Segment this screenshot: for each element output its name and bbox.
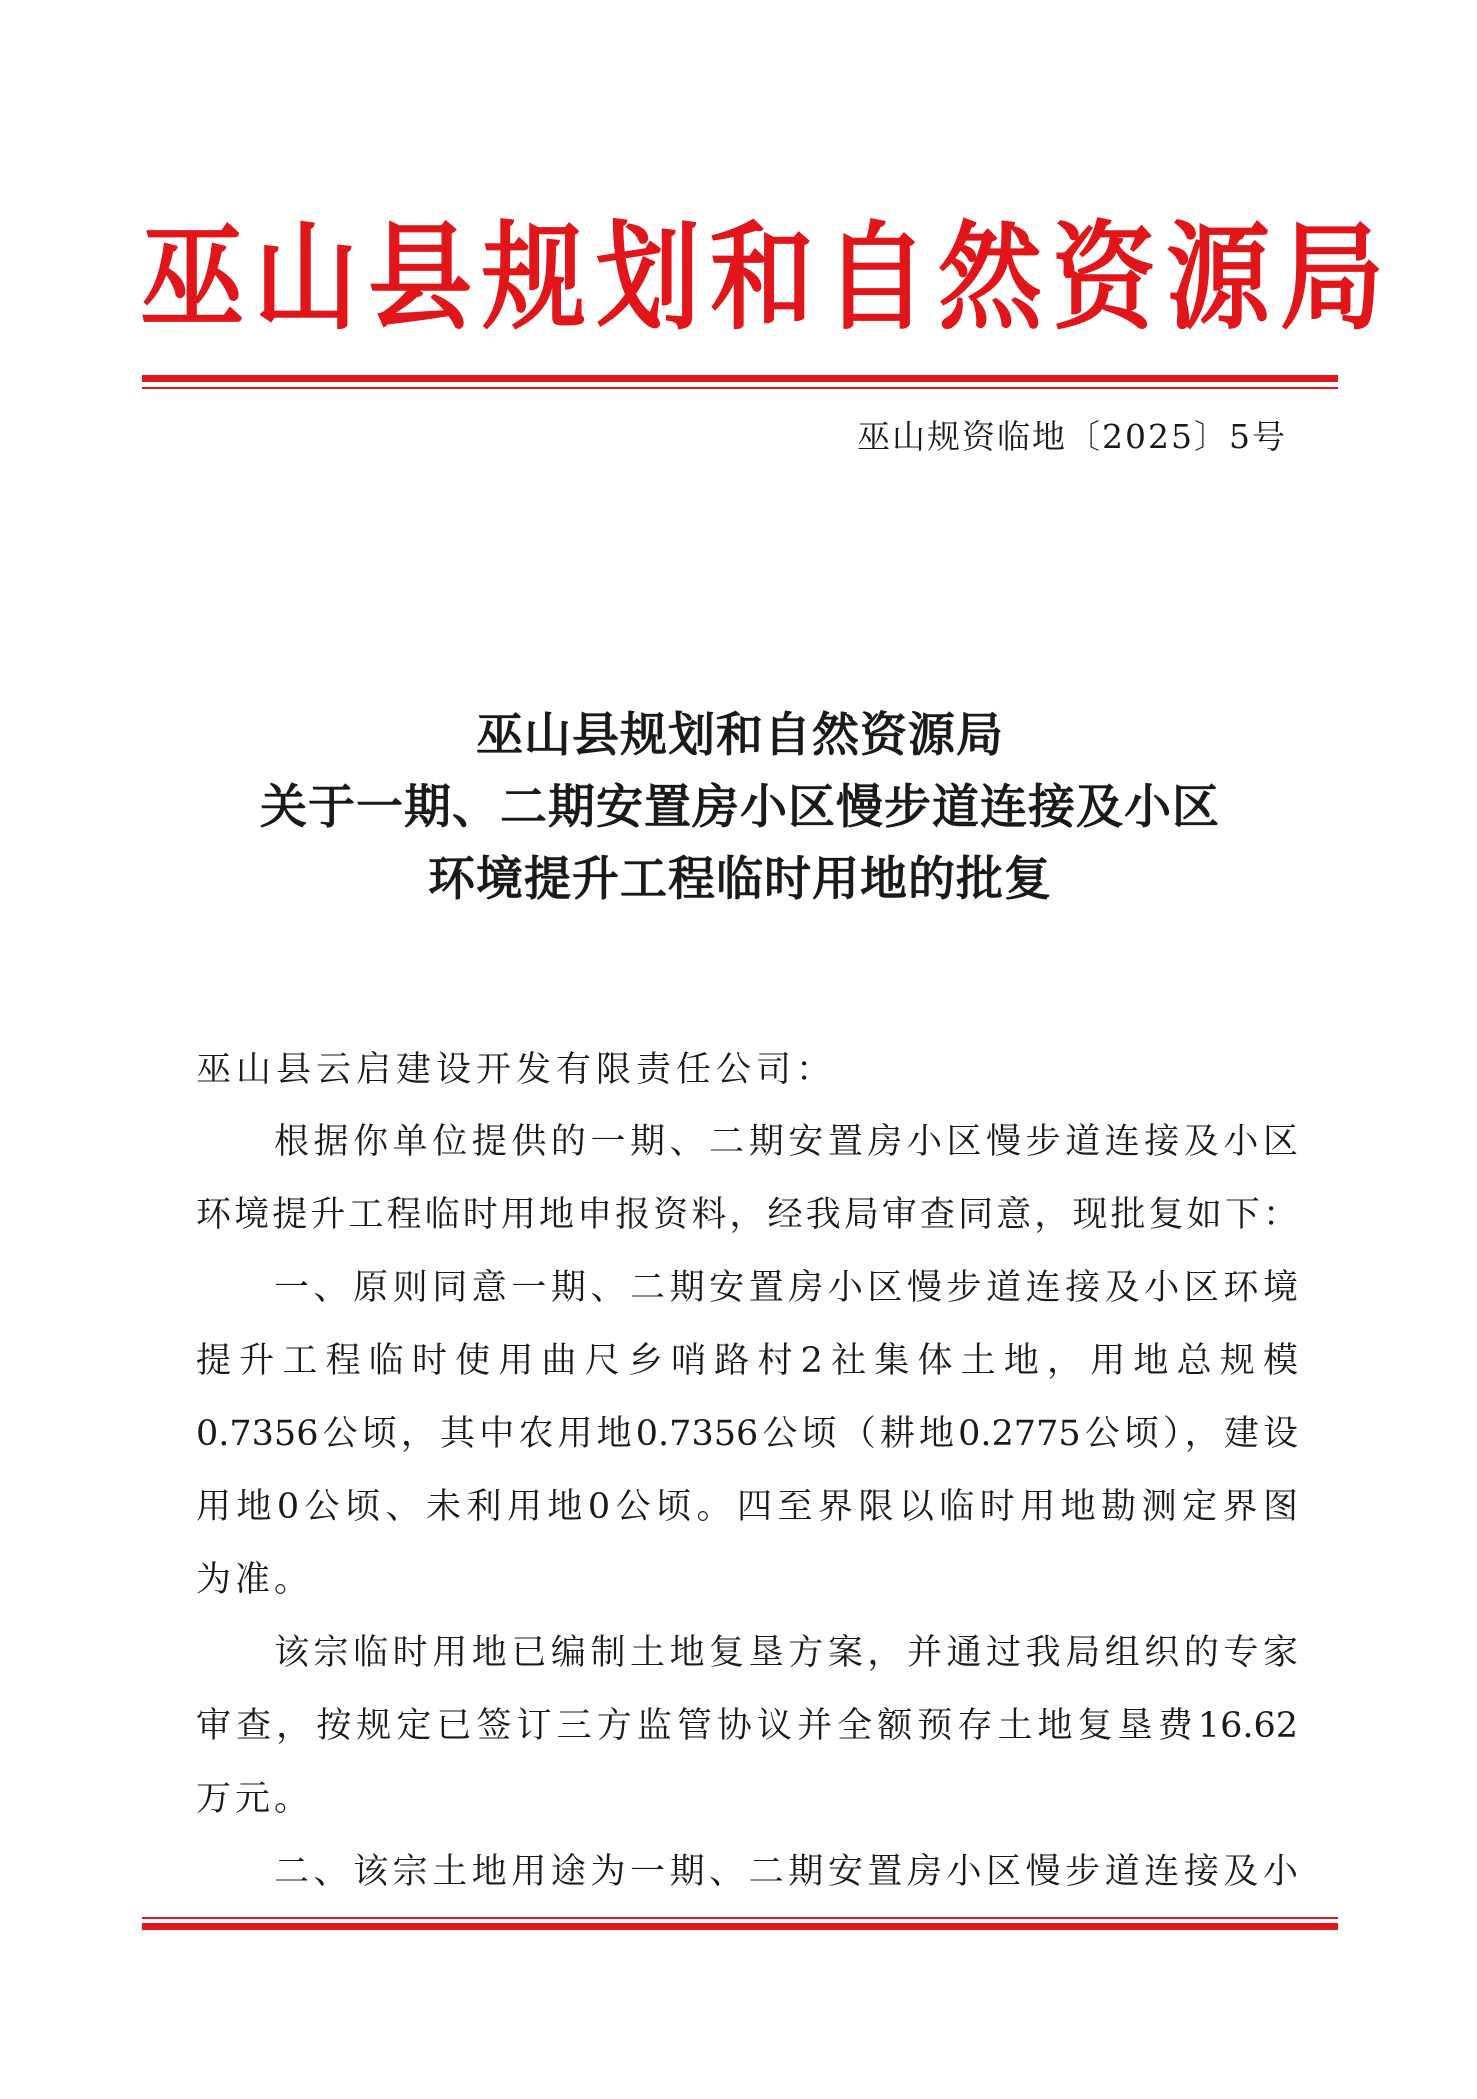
masthead-divider-thick	[142, 375, 1338, 382]
footer-divider-thick	[142, 1923, 1338, 1930]
addressee: 巫山县云启建设开发有限责任公司：	[196, 1050, 837, 1090]
body-line: 提升工程临时使用曲尺乡哨路村2社集体土地，用地总规模	[196, 1341, 1298, 1381]
body-line: 审查，按规定已签订三方监管协议并全额预存土地复垦费16.62	[196, 1706, 1298, 1746]
body-line: 一、原则同意一期、二期安置房小区慢步道连接及小区环境	[274, 1268, 1298, 1308]
title-line: 关于一期、二期安置房小区慢步道连接及小区	[260, 780, 1220, 835]
body-line: 万元。	[196, 1779, 314, 1819]
body-line: 二、该宗土地用途为一期、二期安置房小区慢步道连接及小	[274, 1852, 1298, 1892]
body-line: 为准。	[196, 1560, 314, 1600]
masthead-title: 巫山县规划和自然资源局	[140, 209, 1395, 347]
body-line: 根据你单位提供的一期、二期安置房小区慢步道连接及小区	[274, 1122, 1298, 1162]
body-line: 环境提升工程临时用地申报资料，经我局审查同意，现批复如下：	[196, 1195, 1298, 1235]
body-line: 该宗临时用地已编制土地复垦方案，并通过我局组织的专家	[274, 1633, 1298, 1673]
body-line: 0.7356公顷，其中农用地0.7356公顷（耕地0.2775公顷），建设	[196, 1414, 1298, 1454]
footer-divider-thin	[142, 1917, 1338, 1919]
masthead-divider-thin	[142, 387, 1338, 389]
title-line: 环境提升工程临时用地的批复	[428, 852, 1052, 907]
body-line: 用地0公顷、未利用地0公顷。四至界限以临时用地勘测定界图	[196, 1487, 1298, 1527]
document-number: 巫山规资临地〔2025〕5号	[857, 417, 1287, 456]
document-title	[140, 700, 1340, 916]
title-line: 巫山县规划和自然资源局	[476, 708, 1004, 763]
